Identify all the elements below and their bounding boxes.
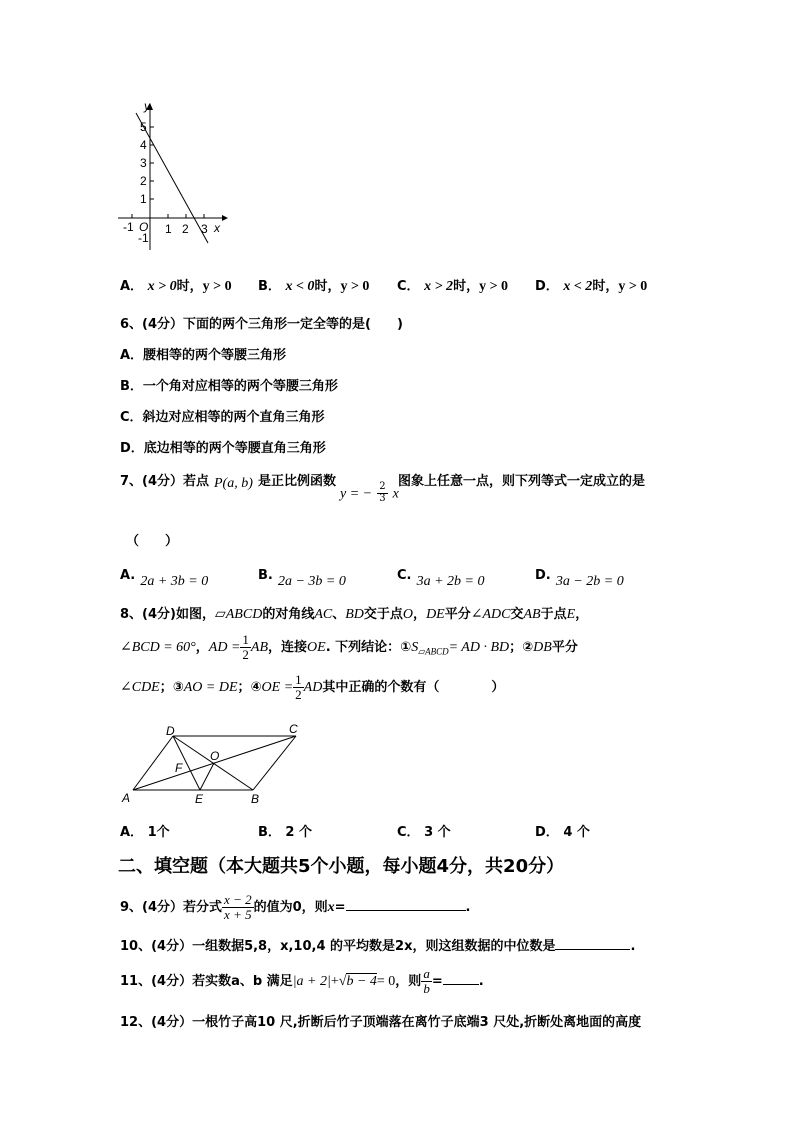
function-graph: [110, 98, 235, 258]
parallelogram-figure: [118, 718, 308, 810]
option-text: 时，: [592, 279, 619, 294]
text: 其中正确的个数有（ ）: [322, 680, 505, 695]
q8-option-d[interactable]: D． 4 个: [535, 825, 590, 840]
math: = 0: [376, 974, 396, 989]
fraction-numerator: x − 2: [224, 892, 252, 908]
option-equation: 3a − 2b = 0: [555, 574, 624, 589]
option-equation: 2a + 3b = 0: [140, 574, 209, 589]
math: AO = DE: [183, 680, 238, 695]
q8-line-1: [120, 603, 588, 623]
fraction-numerator: 1: [295, 672, 302, 688]
option-result: y > 0: [340, 279, 370, 294]
text: ；②: [509, 640, 534, 655]
option-result: y > 0: [618, 279, 648, 294]
y-tick-label: 1: [140, 192, 147, 206]
point-label-e: E: [195, 792, 204, 806]
option-label: C.: [397, 568, 412, 583]
y-tick-label: 3: [140, 156, 147, 170]
x-tick-label: 3: [201, 222, 208, 236]
origin-label: O: [139, 220, 149, 234]
text: 9、(4分）若分式: [120, 900, 223, 915]
text: 交: [510, 607, 524, 622]
y-axis-label: y: [144, 99, 150, 113]
fraction-numerator: a: [423, 966, 430, 982]
text: 平分: [444, 607, 471, 622]
option-text: 时，: [176, 279, 203, 294]
q6-option-b[interactable]: B．一个角对应相等的两个等腰三角形: [120, 379, 338, 394]
text: 、: [332, 607, 346, 622]
math: ∠BCD = 60°: [120, 640, 196, 655]
math: AB: [523, 607, 541, 622]
text: ，: [575, 607, 589, 622]
q11: 11、(4分）若实数a、b 满足|a + 2|+√b − 4= 0，则 $\frac{a}{b}$ = .: [120, 966, 484, 996]
fraction-denominator: 2: [242, 647, 249, 662]
q8-line-3: [120, 672, 504, 704]
q8-line-2: [120, 632, 578, 664]
q9-answer-blank[interactable]: [346, 910, 466, 911]
y-tick-label: 4: [140, 138, 147, 152]
q11-fraction: [421, 967, 432, 995]
option-condition: x < 2: [563, 279, 593, 294]
q7-stem-suffix: 图象上任意一点，则下列等式一定成立的是: [398, 474, 646, 489]
option-label: D.: [535, 568, 551, 583]
function-variable: x: [392, 486, 399, 502]
y-tick-label: 2: [140, 174, 147, 188]
text: 交于点: [363, 607, 403, 622]
point-label-d: D: [166, 724, 175, 738]
point-label-a: A: [122, 791, 131, 805]
text: ，则: [395, 974, 422, 989]
q7-option-c[interactable]: [397, 564, 485, 589]
math: OE =: [261, 680, 294, 695]
option-condition: x > 2: [424, 279, 454, 294]
point-label-f: F: [175, 761, 183, 775]
math: ∠ADC: [470, 607, 511, 622]
q7-option-a[interactable]: [120, 564, 209, 589]
math: O: [402, 607, 414, 622]
q7-function: [340, 482, 399, 504]
function-lhs: y = −: [340, 486, 373, 502]
q9: 9、(4分）若分式 $\frac{x - 2}{x + 5}$ 的值为0，则x= .: [120, 892, 471, 922]
q12: 12、(4分）一根竹子高10 尺,折断后竹子顶端落在离竹子底端3 尺处,折断处离地面的高度: [120, 1015, 642, 1030]
q7-option-b[interactable]: [258, 564, 346, 589]
q10: 10、(4分）一组数据5,8，x,10,4 的平均数是2x，则这组数据的中位数是 .: [120, 939, 636, 954]
fraction-numerator: 2: [379, 481, 386, 492]
q7-paren: （ ）: [126, 534, 179, 549]
x-tick-label: 2: [182, 222, 189, 236]
x-tick-label: 1: [165, 222, 172, 236]
text: 平分: [551, 640, 578, 655]
option-text: 时，: [453, 279, 480, 294]
math: = AD · BD: [448, 640, 510, 655]
text: 10、(4分）一组数据5,8，x,10,4 的平均数是2x，则这组数据的中位数是: [120, 939, 556, 954]
math-subscript: ▱ABCD: [418, 646, 449, 657]
text: ，: [413, 607, 427, 622]
option-label: D．: [535, 279, 559, 294]
q7-option-d[interactable]: [535, 564, 624, 589]
math: √: [338, 974, 347, 989]
q9-fraction: [222, 893, 254, 921]
q10-answer-blank[interactable]: [555, 949, 630, 950]
q5-option-b[interactable]: [258, 275, 369, 295]
math: DB: [533, 640, 552, 655]
option-result: y > 0: [479, 279, 509, 294]
math: ∠CDE: [120, 680, 160, 695]
math: +: [330, 974, 339, 989]
fraction-numerator: 1: [242, 632, 249, 648]
section-title: 二、填空题（本大题共5个小题，每小题4分，共20分）: [118, 856, 565, 877]
q5-options: [120, 275, 232, 295]
math: OE: [307, 640, 326, 655]
math: AC: [314, 607, 333, 622]
option-text: 时，: [314, 279, 341, 294]
option-condition: x > 0: [147, 279, 177, 294]
text: ，连接: [268, 640, 308, 655]
q6-stem: 6、(4分）下面的两个三角形一定全等的是( ): [120, 317, 403, 332]
option-label: A.: [120, 568, 136, 583]
y-tick-label: 5: [140, 120, 147, 134]
text: 的对角线: [262, 607, 315, 622]
text: ，: [195, 640, 209, 655]
text: =: [334, 900, 346, 915]
point-label-b: B: [251, 792, 260, 806]
q6-option-c[interactable]: C．斜边对应相等的两个直角三角形: [120, 410, 325, 425]
fraction-denominator: 2: [295, 687, 302, 702]
option-condition: x < 0: [285, 279, 315, 294]
q6-option-a[interactable]: A．腰相等的两个等腰三角形: [120, 348, 287, 363]
option-label: B．: [258, 279, 281, 294]
q5-option-d[interactable]: [535, 275, 647, 295]
q11-answer-blank[interactable]: [443, 984, 479, 985]
text: . 下列结论：①: [325, 640, 412, 655]
math: |a + 2|: [292, 974, 331, 989]
fraction-denominator: x + 5: [224, 907, 252, 922]
q8-option-c[interactable]: C． 3 个: [397, 825, 451, 840]
fraction-denominator: b: [423, 981, 430, 996]
text: 的值为0，则: [253, 900, 328, 915]
option-equation: 3a + 2b = 0: [416, 574, 485, 589]
q5-option-c[interactable]: [397, 275, 508, 295]
function-coefficient: [377, 482, 387, 504]
math: b − 4: [346, 974, 377, 989]
text: =: [431, 974, 443, 989]
text: 于点: [540, 607, 567, 622]
q5-option-a[interactable]: [120, 279, 232, 294]
math: BD: [345, 607, 364, 622]
q7-stem-prefix: 7、(4分）若点: [120, 474, 210, 489]
math: DE: [426, 607, 445, 622]
option-equation: 2a − 3b = 0: [277, 574, 346, 589]
q7-stem-mid: 是正比例函数: [258, 474, 337, 489]
math: ▱ABCD: [214, 607, 263, 622]
x-tick-label: -1: [123, 220, 134, 234]
option-label: C．: [397, 279, 420, 294]
option-label: A．: [120, 279, 144, 294]
text: 11、(4分）若实数a、b 满足: [120, 974, 293, 989]
text: 8、(4分)如图，: [120, 607, 215, 622]
q8-option-b[interactable]: B． 2 个: [258, 825, 313, 840]
option-result: y > 0: [202, 279, 232, 294]
q7-point: P(a, b): [214, 476, 253, 491]
math: AB: [250, 640, 269, 655]
math: AD =: [208, 640, 241, 655]
q6-option-d[interactable]: D．底边相等的两个等腰直角三角形: [120, 441, 326, 456]
math: x: [327, 900, 335, 915]
point-label-o: O: [210, 749, 220, 763]
math: E: [566, 607, 576, 622]
y-tick-label: -1: [138, 231, 149, 245]
math: S: [411, 640, 419, 655]
math: AD: [303, 680, 323, 695]
x-axis-label: x: [214, 221, 220, 235]
text: ；④: [237, 680, 262, 695]
text: ；③: [159, 680, 184, 695]
point-label-c: C: [289, 722, 298, 736]
q8-option-a[interactable]: A． 1个: [120, 825, 170, 840]
fraction-denominator: 3: [379, 492, 386, 504]
option-label: B.: [258, 568, 273, 583]
